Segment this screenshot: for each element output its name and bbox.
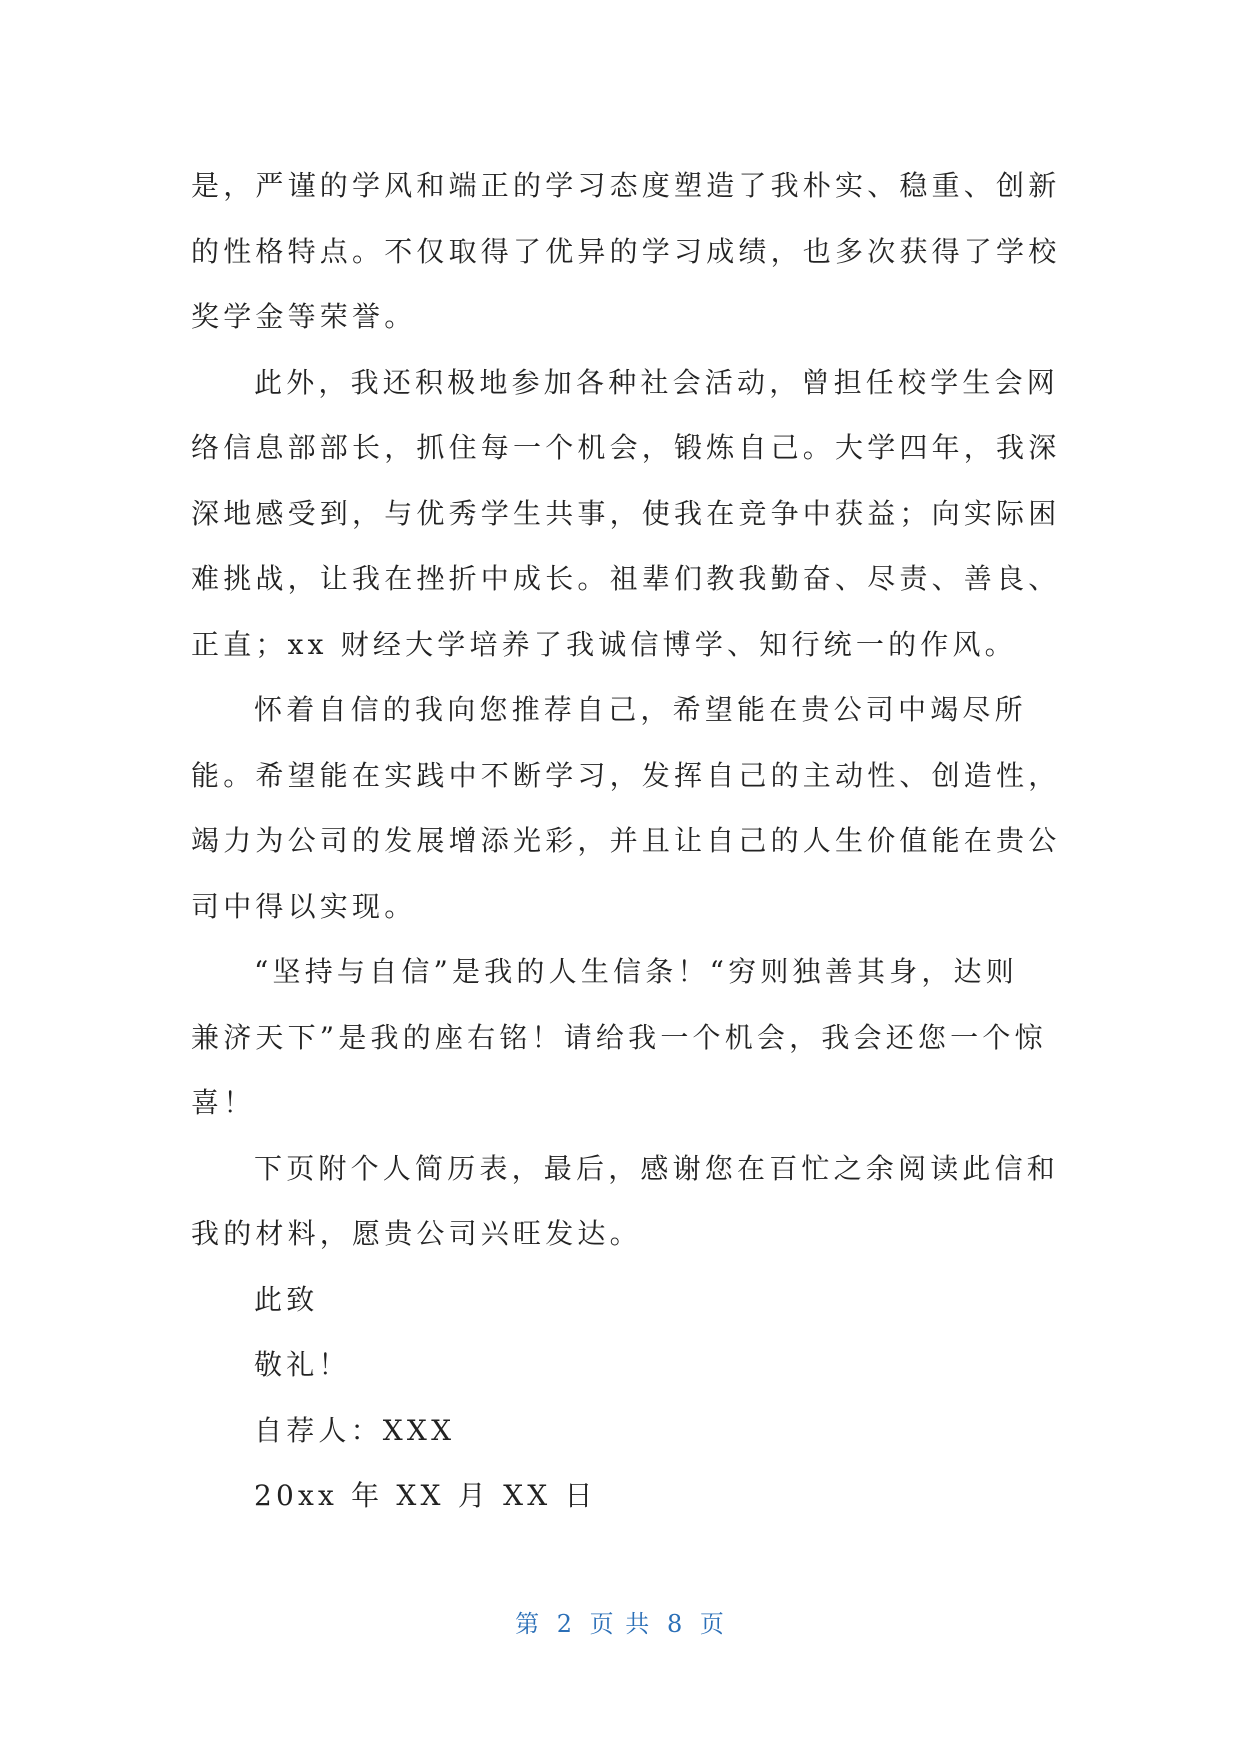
paragraph-start-line: 下页附个人简历表，最后，感谢您在百忙之余阅读此信和 (254, 1151, 1060, 1185)
text-line: 司中得以实现。 (191, 889, 417, 923)
text-line: 络信息部部长，抓住每一个机会，锻炼自己。大学四年，我深 (191, 431, 1061, 464)
page-footer (0, 1604, 1241, 1639)
text-line: 深地感受到，与优秀学生共事，使我在竞争中获益；向实际困 (191, 496, 1061, 530)
text-line: 喜！ (191, 1086, 256, 1119)
paragraph-start-line: 怀着自信的我向您推荐自己，希望能在贵公司中竭尽所 (254, 693, 1027, 726)
text-line: 正直；xx 财经大学培养了我诚信博学、知行统一的作风。 (191, 627, 1017, 661)
footer-suffix: 页 (699, 1610, 726, 1638)
text-line: 竭力为公司的发展增添光彩，并且让自己的人生价值能在贵公 (191, 824, 1061, 857)
footer-middle: 页 共 (589, 1610, 652, 1638)
total-pages-number: 8 (666, 1610, 685, 1638)
text-line: 我的材料，愿贵公司兴旺发达。 (191, 1217, 642, 1250)
closing-salutation: 此致 (254, 1282, 319, 1316)
closing-regards: 敬礼！ (254, 1348, 351, 1381)
text-line: 能。希望能在实践中不断学习，发挥自己的主动性、创造性， (191, 758, 1061, 792)
paragraph-start-line: 此外，我还积极地参加各种社会活动，曾担任校学生会网 (254, 365, 1060, 399)
signature-line: 自荐人：XXX (254, 1413, 456, 1447)
text-line: 的性格特点。不仅取得了优异的学习成绩，也多次获得了学校 (191, 234, 1061, 268)
current-page-number: 2 (556, 1610, 575, 1638)
text-line: 难挑战，让我在挫折中成长。祖辈们教我勤奋、尽责、善良、 (191, 562, 1061, 595)
date-line: 20xx 年 XX 月 XX 日 (254, 1479, 597, 1512)
text-line: 是，严谨的学风和端正的学习态度塑造了我朴实、稳重、创新 (191, 169, 1061, 202)
text-line: 兼济天下”是我的座右铭！请给我一个机会，我会还您一个惊 (191, 1020, 1047, 1054)
footer-prefix: 第 (515, 1610, 542, 1638)
text-line: 奖学金等荣誉。 (191, 300, 417, 333)
letter-body (191, 153, 1061, 1529)
paragraph-start-line: “坚持与自信”是我的人生信条！“穷则独善其身，达则 (254, 955, 1018, 988)
